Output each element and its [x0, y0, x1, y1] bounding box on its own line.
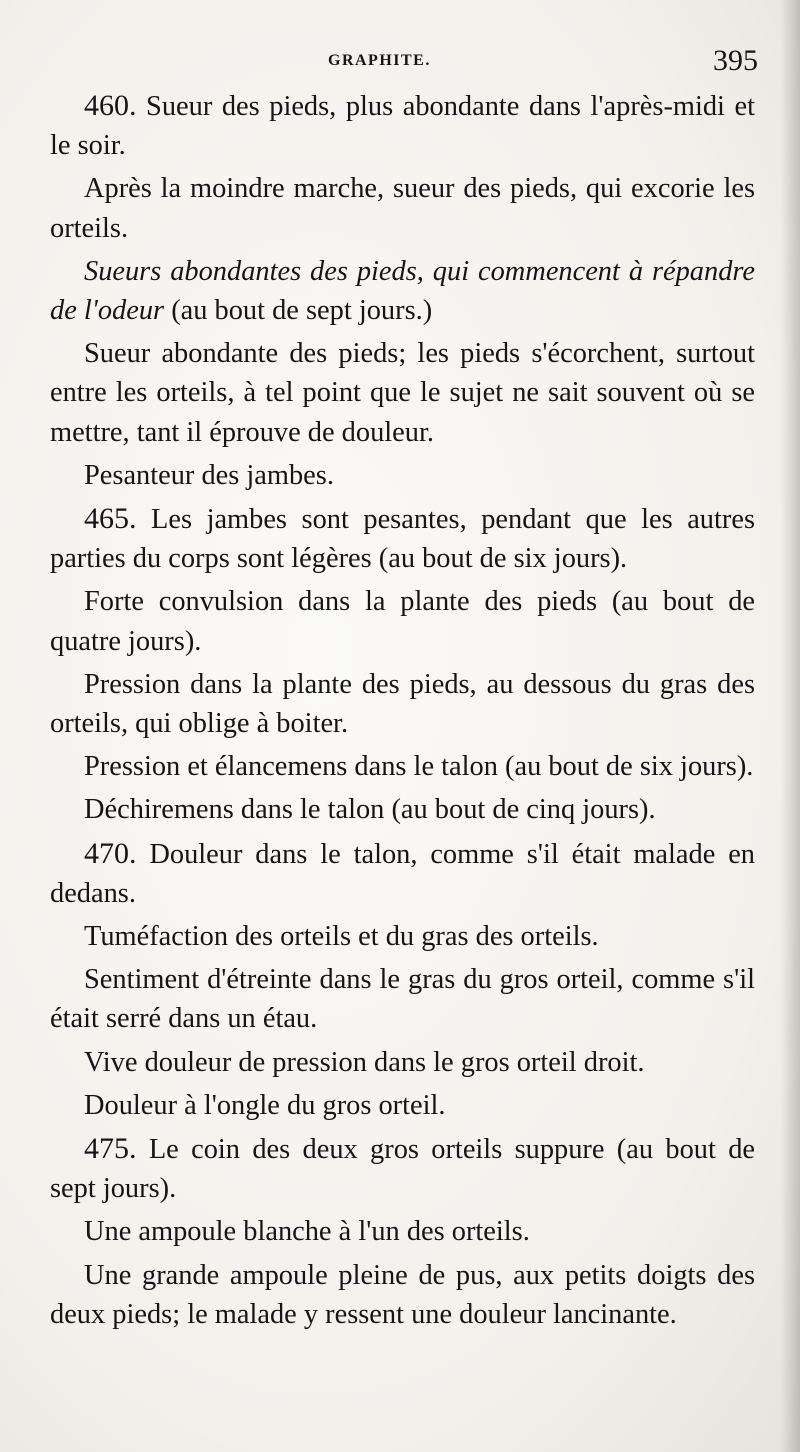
paragraph-465	[50, 499, 755, 578]
paragraph-text: Déchiremens dans le talon (au bout de cinq jours).	[84, 794, 656, 826]
running-head: GRAPHITE.	[328, 52, 431, 69]
paragraph	[50, 960, 755, 1038]
paragraph-text: (au bout de sept jours.)	[164, 295, 433, 327]
entry-number: 465.	[84, 502, 137, 536]
paragraph	[50, 790, 755, 829]
paragraph	[50, 1086, 755, 1125]
paragraph-460	[50, 86, 755, 165]
paragraph-text: Après la moindre marche, sueur des pieds, qui excorie les orteils.	[50, 173, 755, 244]
body-text	[50, 86, 755, 1338]
paragraph	[50, 334, 755, 452]
paragraph	[50, 169, 755, 247]
paragraph	[50, 747, 755, 786]
paragraph-text: Une grande ampoule pleine de pus, aux petits doigts des deux pieds; le malade y ressent une douleur lancinante.	[50, 1259, 755, 1330]
page-header	[48, 44, 758, 84]
paragraph	[50, 1212, 755, 1251]
paragraph-text: Sueur des pieds, plus abondante dans l'après-midi et le soir.	[50, 91, 755, 162]
paragraph	[50, 917, 755, 956]
paragraph-text: Vive douleur de pression dans le gros orteil droit.	[84, 1046, 645, 1078]
paragraph-text: Tuméfaction des orteils et du gras des orteils.	[84, 921, 599, 953]
page-number: 395	[713, 44, 758, 77]
paragraph	[50, 665, 755, 743]
entry-number: 475.	[84, 1132, 137, 1166]
paragraph-text: Les jambes sont pesantes, pendant que les autres parties du corps sont légères (au bout de six jours).	[50, 504, 755, 575]
page-edge-shadow	[780, 0, 800, 1452]
paragraph-text: Sueur abondante des pieds; les pieds s'écorchent, surtout entre les orteils, à tel point que le sujet ne sait souvent où se mettre, tant il éprouve de douleur.	[50, 338, 755, 448]
paragraph-text: Le coin des deux gros orteils suppure (au bout de sept jours).	[50, 1134, 755, 1205]
paragraph-text: Une ampoule blanche à l'un des orteils.	[84, 1216, 530, 1248]
paragraph-475	[50, 1129, 755, 1208]
paragraph	[50, 1256, 755, 1334]
paragraph-text: Douleur à l'ongle du gros orteil.	[84, 1089, 446, 1121]
paragraph-470	[50, 834, 755, 913]
entry-number: 470.	[84, 836, 137, 870]
paragraph-text: Douleur dans le talon, comme s'il était malade en dedans.	[50, 838, 755, 909]
paragraph	[50, 252, 755, 330]
emphasized-text: Sueurs abondantes des pieds, qui commencent à répandre de l'odeur	[50, 255, 755, 327]
paragraph-text: Sentiment d'étreinte dans le gras du gros orteil, comme s'il était serré dans un étau.	[50, 964, 755, 1035]
paragraph-text: Forte convulsion dans la plante des pieds (au bout de quatre jours).	[50, 586, 755, 657]
paragraph	[50, 582, 755, 660]
paragraph	[50, 456, 755, 495]
entry-number: 460.	[84, 89, 137, 122]
paragraph-text: Pression et élancemens dans le talon (au bout de six jours).	[84, 751, 754, 783]
paragraph-text: Pression dans la plante des pieds, au dessous du gras des orteils, qui oblige à boiter.	[50, 668, 755, 740]
paragraph	[50, 1043, 755, 1082]
paragraph-text: Pesanteur des jambes.	[84, 459, 334, 491]
